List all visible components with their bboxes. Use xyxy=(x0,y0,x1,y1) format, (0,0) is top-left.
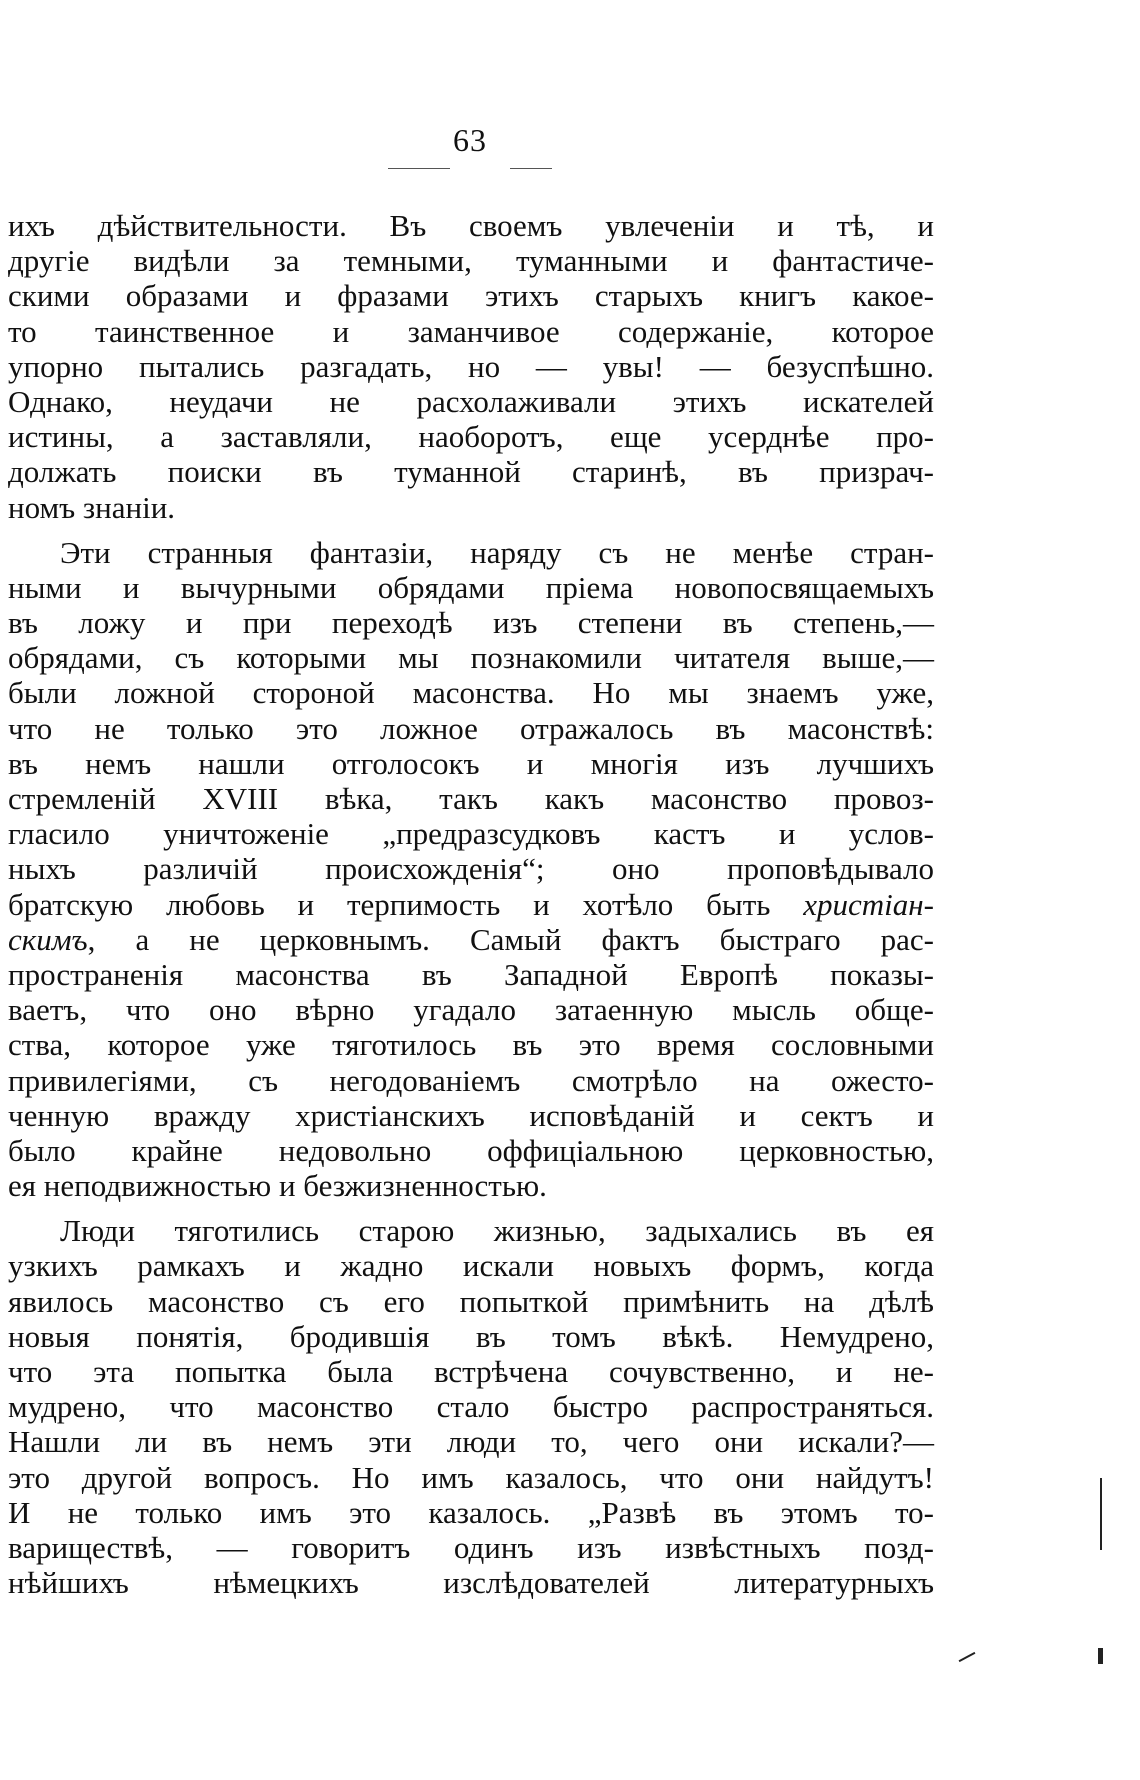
paragraph-1 xyxy=(8,208,934,525)
text-line: стремленій XVIII вѣка, такъ какъ масонство провоз- xyxy=(8,781,934,816)
text-line: ченную вражду христіанскихъ исповѣданій и сектъ и xyxy=(8,1097,934,1133)
text-line-with-italic: скимъ, а не церковнымъ. Самый фактъ быстраго рас- xyxy=(8,921,934,957)
text-line-with-italic: братскую любовь и терпимость и хотѣло быть христіан- xyxy=(8,886,934,922)
text-line: было крайне недовольно оффиціальною церковностью, xyxy=(8,1132,934,1168)
text-line: Нашли ли въ немъ эти люди то, чего они искали?— xyxy=(8,1424,934,1460)
paragraph-2 xyxy=(8,535,934,1204)
margin-mark xyxy=(1100,1478,1102,1550)
text-line: Люди тяготились старою жизнью, задыхались въ ея xyxy=(60,1213,934,1249)
text-line: другіе видѣли за темными, туманными и фантастиче- xyxy=(8,243,934,279)
margin-mark xyxy=(1098,1648,1103,1664)
paragraph-3 xyxy=(8,1213,934,1600)
text-line: вариществѣ, — говоритъ одинъ изъ извѣстныхъ позд- xyxy=(8,1529,934,1565)
text-line: номъ знаніи. xyxy=(8,489,176,525)
text-line: скими образами и фразами этихъ старыхъ книгъ какое- xyxy=(8,278,934,314)
text-line: были ложной стороной масонства. Но мы знаемъ уже, xyxy=(8,675,934,711)
body-text xyxy=(8,208,934,1610)
text-line: ихъ дѣйствительности. Въ своемъ увлеченіи и тѣ, и xyxy=(8,208,934,243)
text-line: И не только имъ это казалось. „Развѣ въ этомъ то- xyxy=(8,1494,934,1530)
italic-word: скимъ xyxy=(8,921,88,957)
text-line: должать поиски въ туманной старинѣ, въ призрач- xyxy=(8,454,934,490)
text-line: явилось масонство съ его попыткой примѣнить на дѣлѣ xyxy=(8,1283,934,1319)
text-line: ея неподвижностью и безжизненностью. xyxy=(8,1168,547,1204)
text-line: ными и вычурными обрядами пріема новопосвящаемыхъ xyxy=(8,569,934,605)
header-rule xyxy=(510,168,552,169)
text-line: новыя понятія, бродившія въ томъ вѣкѣ. Немудрено, xyxy=(8,1318,934,1354)
text-line: нѣйшихъ нѣмецкихъ изслѣдователей литературныхъ xyxy=(8,1565,934,1601)
text-line: мудрено, что масонство стало быстро распространяться. xyxy=(8,1389,934,1425)
text-line: ваетъ, что оно вѣрно угадало затаенную мысль обще- xyxy=(8,992,934,1028)
text-line: это другой вопросъ. Но имъ казалось, что они найдутъ! xyxy=(8,1459,934,1495)
text-line: гласило уничтоженіе „предразсудковъ кастъ и услов- xyxy=(8,816,934,852)
text-line: ства, которое уже тяготилось въ это время сословными xyxy=(8,1027,934,1063)
text-line: ныхъ различій происхожденія“; оно проповѣдывало xyxy=(8,851,934,887)
page-number: 63 xyxy=(453,122,487,158)
text-line: то таинственное и заманчивое содержаніе, которое xyxy=(8,313,934,349)
text-line: что не только это ложное отражалось въ масонствѣ: xyxy=(8,710,934,746)
text-line: что эта попытка была встрѣчена сочувственно, и не- xyxy=(8,1354,934,1389)
text-line: Однако, неудачи не расхолаживали этихъ искателей xyxy=(8,383,934,419)
text-line: истины, а заставляли, наоборотъ, еще усерднѣе про- xyxy=(8,419,934,455)
header-rule xyxy=(388,168,450,169)
text-line: узкихъ рамкахъ и жадно искали новыхъ формъ, когда xyxy=(8,1248,934,1284)
text-line: привилегіями, съ негодованіемъ смотрѣло на ожесто- xyxy=(8,1062,934,1098)
text-line: обрядами, съ которыми мы познакомили читателя выше,— xyxy=(8,640,934,676)
text-line: въ ложу и при переходѣ изъ степени въ степень,— xyxy=(8,605,934,641)
italic-word: христіан- xyxy=(803,886,934,922)
margin-mark xyxy=(959,1652,976,1662)
text-line: Эти странныя фантазіи, наряду съ не менѣе стран- xyxy=(60,534,934,570)
text-line: упорно пытались разгадать, но — увы! — безуспѣшно. xyxy=(8,348,934,384)
text-line: въ немъ нашли отголосокъ и многія изъ лучшихъ xyxy=(8,745,934,781)
text-line: пространенія масонства въ Западной Европѣ показы- xyxy=(8,956,934,992)
